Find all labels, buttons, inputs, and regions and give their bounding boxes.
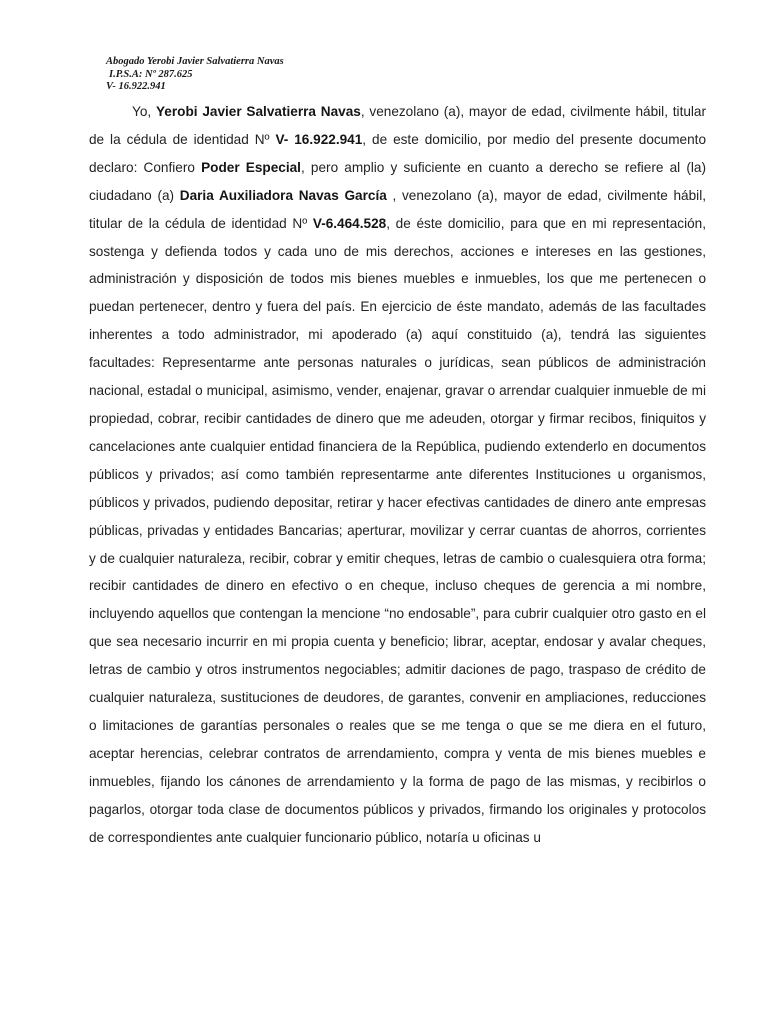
grantor-name: Yerobi Javier Salvatierra Navas xyxy=(155,104,361,119)
lawyer-name: Abogado Yerobi Javier Salvatierra Navas xyxy=(106,56,284,67)
ipsa-number: I.P.S.A: Nº 287.625 xyxy=(109,68,193,80)
document-body xyxy=(89,98,706,851)
attorney-id: V-6.464.528 xyxy=(312,215,387,231)
id-number: V- 16.922.941 xyxy=(106,81,166,92)
text-segment: , pero amplio y suficiente en cuanto a derecho se refiere al (la) ciudadano (a) xyxy=(89,159,707,203)
power-type: Poder Especial xyxy=(201,159,301,175)
text-segment: , de este domicilio, por medio del presente documento declaro: Confiero xyxy=(89,131,707,175)
power-of-attorney-paragraph xyxy=(89,98,706,851)
attorney-name: Daria Auxiliadora Navas García xyxy=(179,187,387,203)
text-segment: , venezolano (a), mayor de edad, civilmente hábil, titular de la cédula de identidad Nº xyxy=(89,104,707,147)
text-segment: Yo, xyxy=(132,104,156,119)
text-segment: , venezolano (a), mayor de edad, civilmente hábil, titular de la cédula de identidad Nº xyxy=(89,187,706,231)
text-segment: , de éste domicilio, para que en mi representación, sostenga y defienda todos y cada uno de mis derechos, acciones e intereses en las gestiones, administración y disposición de todos mis bienes muebles e inmuebles, los que me pertenecen o puedan pertenecer, dentro y fuera del país. En ejercicio de éste mandato, además de las facultades inherentes a todo administrador, mi apoderado (a) aquí constituido (a), tendrá las siguientes facultades: Representarme ante personas naturales o jurídicas, sean públicos de administración nacional, estadal o municipal, asimismo, vender, enajenar, gravar o arrendar cualquier inmueble de mi propiedad, cobrar, recibir cantidades de dinero que me adeuden, otorgar y firmar recibos, finiquitos y cancelaciones ante cualquier entidad financiera de la República, pudiendo extenderlo en documentos públicos y privados; así como también representarme ante diferentes Instituciones u organismos, públicos y privados, pudiendo depositar, retirar y hacer efectivas cantidades de dinero ante empresas públicas, privadas y entidades Bancarias; aperturar, movilizar y cerrar cuantas de ahorros, corrientes y de cualquier naturaleza, recibir, cobrar y emitir cheques, letras de cambio o cualesquiera otra forma; recibir cantidades de dinero en efectivo o en cheque, incluso cheques de gerencia a mi nombre, incluyendo aquellos que contengan la mencione “no endosable”, para cubrir cualquier otro gasto en el que sea necesario incurrir en mi propia cuenta y beneficio; librar, aceptar, endosar y avalar cheques, letras de cambio y otros instrumentos negociables; admitir daciones de pago, traspaso de crédito de cualquier naturaleza, sustituciones de deudores, de garantes, convenir en ampliaciones, reducciones o limitaciones de garantías personales o reales que se me tenga o que se me diera en el futuro, aceptar herencias, celebrar contratos de arrendamiento, compra y venta de mis bienes muebles e inmuebles, fijando los cánones de arrendamiento y la forma de pago de las mismas, y recibirlos o pagarlos, otorgar toda clase de documentos públicos y privados, firmando los originales y protocolos de correspondientes ante cualquier funcionario público, notaría u oficinas u xyxy=(89,215,706,845)
grantor-id: V- 16.922.941 xyxy=(275,131,363,147)
letterhead xyxy=(106,56,284,94)
